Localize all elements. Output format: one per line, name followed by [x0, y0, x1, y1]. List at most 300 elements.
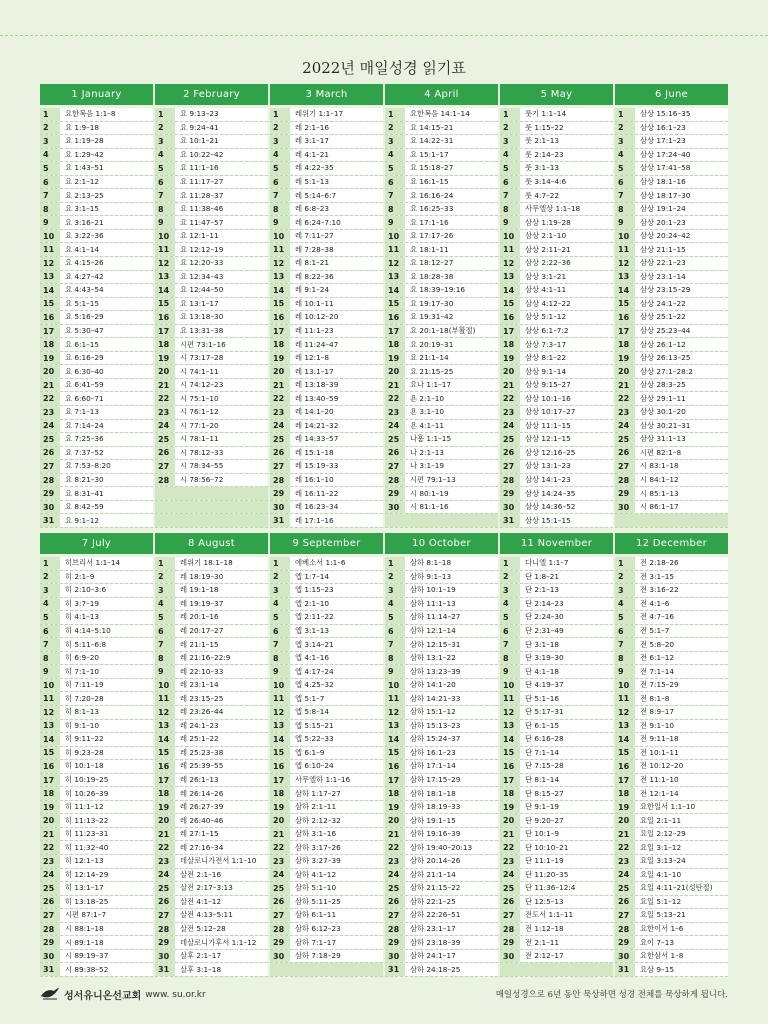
- reading-passage: 삼하 15:24–37: [405, 733, 498, 746]
- day-number: 4: [40, 598, 60, 611]
- reading-passage: 삼하 17:15–29: [405, 774, 498, 787]
- day-number: 6: [385, 176, 405, 189]
- reading-passage: 삼하 6:12–23: [290, 923, 383, 936]
- day-number: 6: [615, 625, 635, 638]
- day-row: [385, 774, 498, 788]
- reading-passage: 엡 2:1–10: [290, 598, 383, 611]
- day-row: [270, 122, 383, 136]
- day-number: 23: [40, 406, 60, 419]
- day-number: 27: [270, 460, 290, 473]
- day-number: 21: [615, 828, 635, 841]
- day-row: [615, 149, 728, 163]
- day-number: 1: [270, 557, 290, 570]
- day-row: [615, 447, 728, 461]
- day-number: 28: [385, 923, 405, 936]
- publisher-logo[interactable]: [40, 986, 206, 1003]
- day-number: 15: [615, 747, 635, 760]
- reading-passage: 단 8:15–27: [520, 787, 613, 800]
- day-number: 17: [40, 774, 60, 787]
- reading-passage: 삼하 20:14–26: [405, 855, 498, 868]
- reading-passage: 나훔 1:1–15: [405, 433, 498, 446]
- reading-passage: 삼상 24:1–22: [635, 298, 728, 311]
- day-row: [155, 460, 268, 474]
- day-row: [155, 733, 268, 747]
- reading-passage: 삼하 8:1–18: [405, 557, 498, 570]
- day-number: 10: [500, 230, 520, 243]
- reading-passage: 레 11:24–47: [290, 338, 383, 351]
- day-number: 16: [155, 311, 175, 324]
- reading-passage: 요 3:22–36: [60, 230, 153, 243]
- day-number: 30: [270, 950, 290, 963]
- day-row: [40, 257, 153, 271]
- reading-passage: 레 8:22–36: [290, 271, 383, 284]
- day-number: 26: [40, 447, 60, 460]
- day-row: [615, 514, 728, 528]
- day-row: [615, 625, 728, 639]
- day-row: [40, 706, 153, 720]
- schedule-grid-jul-dec: [40, 533, 728, 977]
- day-number: 25: [155, 433, 175, 446]
- reading-passage: 요 11:28–37: [175, 189, 268, 202]
- day-number: 4: [270, 598, 290, 611]
- day-row: [40, 638, 153, 652]
- day-row: [270, 447, 383, 461]
- reading-passage: 나 3:1–19: [405, 460, 498, 473]
- day-row: [615, 243, 728, 257]
- reading-passage: 삼상 2:11–21: [520, 243, 613, 256]
- day-row: [40, 692, 153, 706]
- page-title: 2022년 매일성경 읽기표: [302, 59, 466, 77]
- day-number: 9: [40, 216, 60, 229]
- day-row: [270, 230, 383, 244]
- day-number: 18: [40, 787, 60, 800]
- day-row: [155, 747, 268, 761]
- reading-passage: 레 22:10–33: [175, 665, 268, 678]
- month-column: [40, 84, 153, 528]
- day-number: 30: [615, 501, 635, 514]
- day-number: 18: [155, 338, 175, 351]
- reading-passage: 삼상 18:17–30: [635, 189, 728, 202]
- reading-passage: 엡 6:10–24: [290, 760, 383, 773]
- day-list: [615, 557, 728, 977]
- reading-passage: 단 9:20–27: [520, 814, 613, 827]
- publisher-url[interactable]: www. su.or.kr: [145, 989, 206, 1000]
- day-row: [40, 571, 153, 585]
- day-row: [270, 611, 383, 625]
- day-row: [40, 936, 153, 950]
- reading-passage: 요 4:15–26: [60, 257, 153, 270]
- reading-passage: 요 7:14–24: [60, 420, 153, 433]
- reading-passage: 살전 5:12–28: [175, 923, 268, 936]
- day-number: 8: [155, 203, 175, 216]
- day-number: 2: [615, 122, 635, 135]
- reading-passage: 삼상 7:3–17: [520, 338, 613, 351]
- reading-passage: 레 17:1–16: [290, 514, 383, 527]
- day-row: [40, 611, 153, 625]
- day-number: 8: [40, 652, 60, 665]
- day-number: 9: [270, 216, 290, 229]
- reading-passage: 삼하 7:1–17: [290, 936, 383, 949]
- day-number: 14: [40, 284, 60, 297]
- day-row: [270, 108, 383, 122]
- reading-passage: 요 18:28–38: [405, 271, 498, 284]
- reading-passage: 삼상 6:1–7:2: [520, 325, 613, 338]
- day-number: 17: [270, 774, 290, 787]
- reading-passage: 시 75:1–10: [175, 392, 268, 405]
- day-row: [270, 733, 383, 747]
- day-row: [500, 841, 613, 855]
- reading-passage: 엡 5:22–33: [290, 733, 383, 746]
- month-header: 2 February: [155, 84, 268, 105]
- reading-passage: 요일 3:1–12: [635, 841, 728, 854]
- reading-passage: 단 3:19–30: [520, 652, 613, 665]
- day-number: 14: [500, 733, 520, 746]
- day-row: [500, 162, 613, 176]
- day-number: 6: [40, 625, 60, 638]
- day-row: [615, 814, 728, 828]
- reading-passage: 요 19:17–30: [405, 298, 498, 311]
- reading-passage: 레 13:18–39: [290, 379, 383, 392]
- reading-passage: 살후 3:1–18: [175, 963, 268, 976]
- day-number: 10: [155, 679, 175, 692]
- reading-passage: 시 78:56–72: [175, 474, 268, 487]
- day-row: [40, 487, 153, 501]
- reading-passage: 단 2:1–13: [520, 584, 613, 597]
- day-number: 1: [615, 108, 635, 121]
- day-row: [40, 869, 153, 883]
- day-row: [615, 882, 728, 896]
- day-number: 19: [500, 801, 520, 814]
- reading-passage: 삼상 4:1–11: [520, 284, 613, 297]
- day-number: 26: [155, 896, 175, 909]
- day-list: [40, 557, 153, 977]
- day-number: 14: [385, 733, 405, 746]
- day-number: 9: [155, 216, 175, 229]
- day-row: [500, 365, 613, 379]
- day-row: [500, 176, 613, 190]
- day-row: [40, 189, 153, 203]
- day-list: [385, 557, 498, 977]
- day-number: 26: [500, 896, 520, 909]
- day-number: 9: [385, 216, 405, 229]
- reading-passage: 엡 5:15–21: [290, 720, 383, 733]
- reading-passage: 엡 5:1–7: [290, 692, 383, 705]
- reading-passage: 살전 4:13–5:11: [175, 909, 268, 922]
- day-number: 30: [500, 501, 520, 514]
- day-row: [155, 692, 268, 706]
- day-row: [500, 338, 613, 352]
- day-row: [40, 406, 153, 420]
- day-number: 21: [500, 379, 520, 392]
- day-row: [270, 584, 383, 598]
- day-number: 26: [385, 896, 405, 909]
- day-row: [155, 135, 268, 149]
- day-row: [615, 162, 728, 176]
- reading-passage: 요삼 9–15: [635, 963, 728, 976]
- day-row: [500, 447, 613, 461]
- day-number: 1: [155, 557, 175, 570]
- day-row: [270, 216, 383, 230]
- day-row: [270, 760, 383, 774]
- reading-passage: 삼상 2:22–36: [520, 257, 613, 270]
- day-row: [155, 474, 268, 488]
- day-row: [270, 936, 383, 950]
- reading-passage: 레 7:28–38: [290, 243, 383, 256]
- day-number: 12: [40, 257, 60, 270]
- month-header: 8 August: [155, 533, 268, 554]
- reading-passage: 요 1:29–42: [60, 149, 153, 162]
- day-number: 26: [155, 447, 175, 460]
- day-number: 30: [385, 950, 405, 963]
- reading-passage: 엡 5:8–14: [290, 706, 383, 719]
- month-header: 1 January: [40, 84, 153, 105]
- reading-passage: 단 10:10–21: [520, 841, 613, 854]
- reading-passage: 전 2:18–26: [635, 557, 728, 570]
- day-row: [155, 638, 268, 652]
- reading-passage: 레 16:1–10: [290, 474, 383, 487]
- reading-passage: 요 17:17–26: [405, 230, 498, 243]
- day-number: 27: [615, 460, 635, 473]
- day-row: [385, 814, 498, 828]
- reading-passage: 요 8:42–59: [60, 501, 153, 514]
- day-number: 10: [615, 679, 635, 692]
- day-row: [270, 896, 383, 910]
- day-number: 8: [615, 203, 635, 216]
- day-row: [270, 841, 383, 855]
- day-number: 24: [40, 869, 60, 882]
- day-number: [155, 487, 175, 500]
- reading-passage: 삼하 6:1–11: [290, 909, 383, 922]
- reading-passage: 삼하 2:1–11: [290, 801, 383, 814]
- reading-passage: 레 26:1–13: [175, 774, 268, 787]
- reading-passage: 전 5:8–20: [635, 638, 728, 651]
- reading-passage: 요이 7–13: [635, 936, 728, 949]
- day-row: [385, 692, 498, 706]
- day-row: [385, 501, 498, 515]
- day-row: [615, 122, 728, 136]
- reading-passage: 삼상 9:1–14: [520, 365, 613, 378]
- day-row: [40, 923, 153, 937]
- day-number: 5: [385, 611, 405, 624]
- day-number: 13: [385, 271, 405, 284]
- day-number: 15: [615, 298, 635, 311]
- reading-passage: 레 9:1–24: [290, 284, 383, 297]
- day-row: [615, 230, 728, 244]
- day-row: [500, 203, 613, 217]
- day-number: 1: [40, 108, 60, 121]
- day-row: [155, 284, 268, 298]
- day-row: [155, 584, 268, 598]
- reading-passage: 요 12:1–11: [175, 230, 268, 243]
- day-number: 1: [385, 108, 405, 121]
- day-number: 22: [40, 841, 60, 854]
- day-row: [40, 720, 153, 734]
- day-row: [500, 271, 613, 285]
- day-row: [270, 720, 383, 734]
- day-row: [270, 828, 383, 842]
- day-row: [40, 828, 153, 842]
- reading-passage: 히 9:11–22: [60, 733, 153, 746]
- reading-passage: 요 13:18–30: [175, 311, 268, 324]
- day-row: [155, 392, 268, 406]
- day-row: [270, 203, 383, 217]
- day-number: 18: [155, 787, 175, 800]
- day-number: 17: [40, 325, 60, 338]
- reading-passage: 삼상 9:15–27: [520, 379, 613, 392]
- day-row: [500, 135, 613, 149]
- day-row: [40, 882, 153, 896]
- day-number: 1: [500, 557, 520, 570]
- day-row: [270, 747, 383, 761]
- reading-passage: 히 8:1–13: [60, 706, 153, 719]
- day-row: [615, 392, 728, 406]
- day-number: 18: [40, 338, 60, 351]
- day-number: 5: [615, 611, 635, 624]
- day-row: [615, 474, 728, 488]
- day-number: 14: [615, 284, 635, 297]
- day-row: [40, 311, 153, 325]
- day-number: 13: [270, 720, 290, 733]
- reading-passage: 시 78:1–11: [175, 433, 268, 446]
- day-number: 1: [500, 108, 520, 121]
- day-row: [500, 406, 613, 420]
- day-row: [385, 447, 498, 461]
- day-row: [155, 203, 268, 217]
- reading-passage: 전 8:1–8: [635, 692, 728, 705]
- reading-passage: 히 6:9–20: [60, 652, 153, 665]
- day-row: [500, 855, 613, 869]
- dove-icon: [40, 986, 60, 1003]
- day-number: 10: [385, 679, 405, 692]
- day-row: [40, 584, 153, 598]
- day-number: 16: [385, 760, 405, 773]
- day-row: [385, 243, 498, 257]
- day-row: [615, 774, 728, 788]
- day-row: [270, 514, 383, 528]
- reading-passage: 요일 4:11–21(성탄절): [635, 882, 728, 895]
- day-number: 18: [385, 787, 405, 800]
- day-row: [270, 352, 383, 366]
- reading-passage: 레 23:26–44: [175, 706, 268, 719]
- day-row: [40, 814, 153, 828]
- day-row: [40, 598, 153, 612]
- reading-passage: 요 5:16–29: [60, 311, 153, 324]
- reading-passage: 엡 3:14–21: [290, 638, 383, 651]
- day-row: [385, 271, 498, 285]
- day-row: [40, 501, 153, 515]
- day-row: [385, 679, 498, 693]
- reading-passage: 삼상 5:1–12: [520, 311, 613, 324]
- reading-passage: 삼상 25:1–22: [635, 311, 728, 324]
- day-number: 17: [155, 325, 175, 338]
- day-row: [500, 598, 613, 612]
- day-number: 24: [40, 420, 60, 433]
- day-number: 22: [40, 392, 60, 405]
- reading-passage: 레 14:1–20: [290, 406, 383, 419]
- reading-passage: [175, 514, 268, 527]
- reading-passage: 단 3:1–18: [520, 638, 613, 651]
- reading-passage: 엡 4:25–32: [290, 679, 383, 692]
- reading-passage: 요 17:1–16: [405, 216, 498, 229]
- month-header: 6 June: [615, 84, 728, 105]
- day-number: 10: [270, 679, 290, 692]
- month-header: 12 December: [615, 533, 728, 554]
- reading-passage: 삼상 17:1–23: [635, 135, 728, 148]
- day-row: [270, 474, 383, 488]
- day-list: [500, 557, 613, 977]
- day-number: 8: [500, 652, 520, 665]
- day-row: [385, 176, 498, 190]
- day-row: [615, 936, 728, 950]
- day-row: [40, 338, 153, 352]
- reading-passage: 삼상 22:1–23: [635, 257, 728, 270]
- reading-passage: 삼상 13:1–23: [520, 460, 613, 473]
- reading-passage: 요일 5:13–21: [635, 909, 728, 922]
- day-number: 9: [500, 665, 520, 678]
- day-row: [500, 216, 613, 230]
- day-number: 11: [385, 243, 405, 256]
- day-row: [40, 774, 153, 788]
- day-row: [385, 284, 498, 298]
- day-row: [270, 487, 383, 501]
- day-number: 15: [500, 298, 520, 311]
- reading-passage: 시 83:1–18: [635, 460, 728, 473]
- day-row: [155, 787, 268, 801]
- day-number: 13: [155, 271, 175, 284]
- day-number: 21: [385, 828, 405, 841]
- day-row: [615, 189, 728, 203]
- reading-passage: 요 3:1–15: [60, 203, 153, 216]
- day-row: [500, 298, 613, 312]
- day-number: 2: [615, 571, 635, 584]
- day-row: [615, 501, 728, 515]
- reading-passage: 레 4:1–21: [290, 149, 383, 162]
- day-number: 27: [385, 909, 405, 922]
- month-column: [500, 533, 613, 977]
- day-row: [270, 271, 383, 285]
- day-number: 14: [155, 284, 175, 297]
- reading-passage: 요 12:12–19: [175, 243, 268, 256]
- day-number: 28: [270, 923, 290, 936]
- day-row: [615, 801, 728, 815]
- day-row: [155, 611, 268, 625]
- day-number: 19: [40, 352, 60, 365]
- day-number: 29: [615, 487, 635, 500]
- reading-passage: 전 10:12–20: [635, 760, 728, 773]
- reading-passage: 삼상 26:13–25: [635, 352, 728, 365]
- day-row: [500, 108, 613, 122]
- reading-passage: 엡 4:17–24: [290, 665, 383, 678]
- reading-passage: 시 84:1–12: [635, 474, 728, 487]
- day-row: [155, 936, 268, 950]
- day-row: [385, 122, 498, 136]
- day-number: 6: [615, 176, 635, 189]
- day-number: 10: [500, 679, 520, 692]
- day-number: 3: [615, 584, 635, 597]
- day-number: 18: [615, 338, 635, 351]
- reading-passage: 삼상 23:1–14: [635, 271, 728, 284]
- reading-passage: 전 8:9–17: [635, 706, 728, 719]
- reading-passage: 요 5:1–15: [60, 298, 153, 311]
- day-number: 9: [155, 665, 175, 678]
- day-row: [270, 501, 383, 515]
- day-number: 16: [40, 311, 60, 324]
- day-row: [615, 584, 728, 598]
- day-number: 29: [385, 936, 405, 949]
- day-number: 23: [385, 855, 405, 868]
- day-row: [385, 135, 498, 149]
- day-number: 7: [155, 638, 175, 651]
